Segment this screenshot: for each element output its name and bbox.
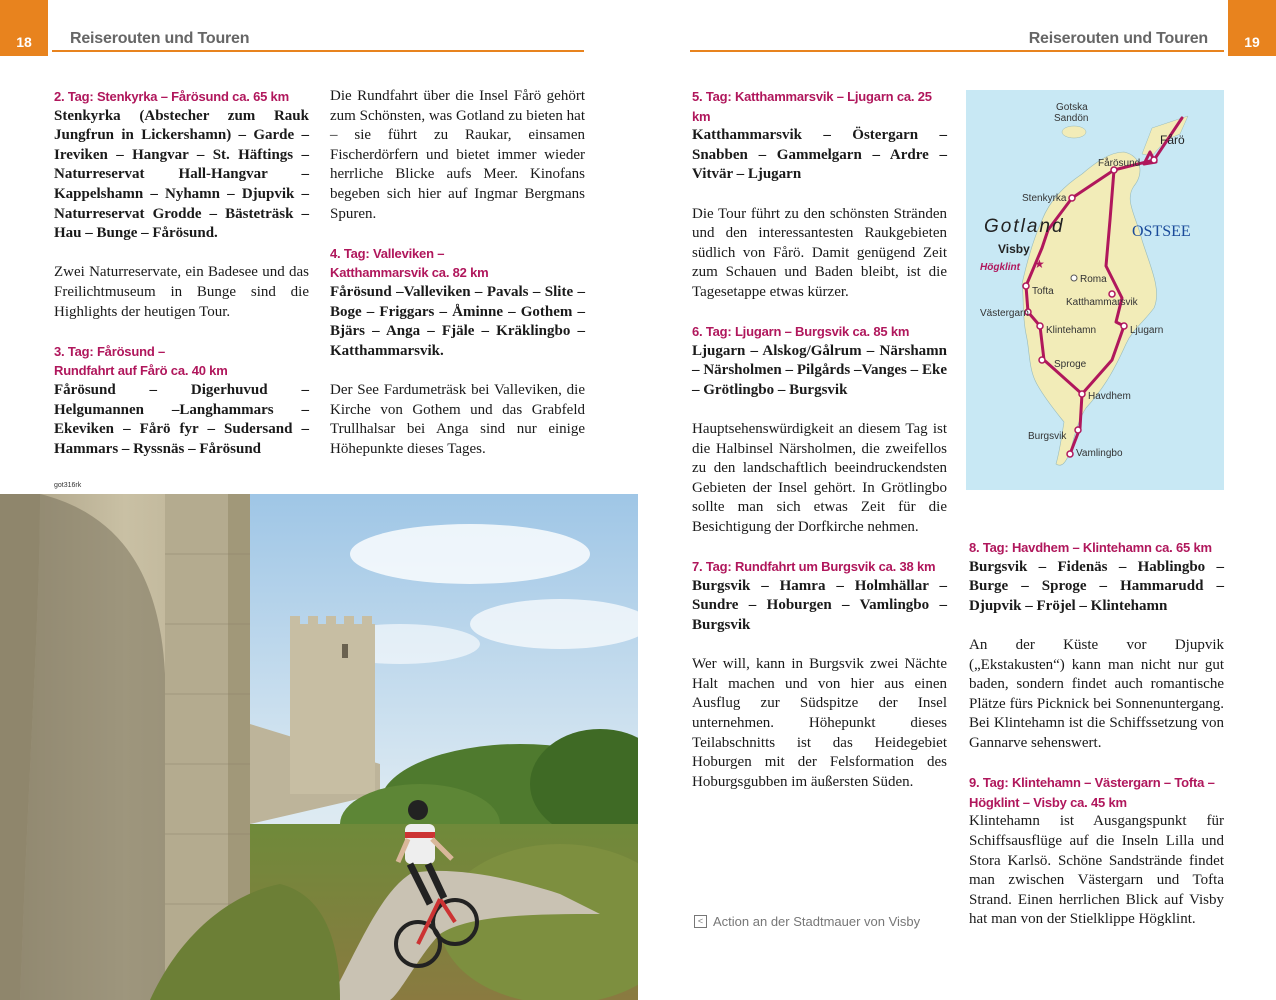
map-label-ostsee: OSTSEE <box>1132 223 1191 240</box>
day4-heading-line1: 4. Tag: Valleviken – <box>330 245 445 261</box>
left-page-column-1 <box>54 87 309 459</box>
day8-text: An der Küste vor Djupvik („Ekstakusten“) kann man nicht nur gut baden, sondern findet auch romantische Plätze fürs Picknick bei Sonnenuntergang. Bei Klintehamn ist die Schiffssetzung von Gannarve sehenswert. <box>969 636 1224 751</box>
day8-heading: 8. Tag: Havdhem – Klintehamn ca. 65 km <box>969 540 1212 555</box>
faro-intro-text: Die Rundfahrt über die Insel Fårö gehört zum Schönsten, was Gotland zu bieten hat – sie führt zu Raukar, einsamen Fischerdörfern und bietet immer wieder herrliche Blicke aufs Meer. Kinofans begeben sich hier auf Ingmar Bergmans Spuren. <box>330 88 585 222</box>
day8-section <box>969 538 1224 616</box>
day9-heading-line1: 9. Tag: Klintehamn – Västergarn – Tofta – <box>969 775 1215 791</box>
day6-heading: 6. Tag: Ljugarn – Burgsvik ca. 85 km <box>692 324 910 340</box>
day5-route: Katthammarsvik – Östergarn – Snabben – Gammelgarn – Ardre – Vitvär – Ljugarn <box>692 127 947 183</box>
map-label-hogklint: Högklint <box>980 262 1020 273</box>
gotska-sandon-island <box>1062 126 1086 138</box>
day3-section <box>54 342 309 460</box>
day9-section <box>969 773 1224 930</box>
map-label-farosund: Fårösund <box>1098 158 1141 169</box>
hogklint-star-icon: ★ <box>1034 257 1045 271</box>
day7-section <box>692 557 947 635</box>
day3-route: Fårösund – Digerhuvud – Helgumannen –Langhammars – Ekeviken – Fårö fyr – Sudersand – Hammars – Ryssnäs – Fårösund <box>54 381 309 457</box>
map-label-havdhem: Havdhem <box>1088 391 1131 402</box>
day7-text: Wer will, kann in Burgsvik zwei Nächte Halt machen und von hier aus einen Ausflug zur Südspitze der Insel unternehmen. Höhepunkt dieses Teilabschnitts ist das Heidegebiet Hoburgen mit der Felsformation des Hoburgsgubben im äußersten Süden. <box>692 656 947 790</box>
day4-heading-line2: Katthammarsvik ca. 82 km <box>330 265 489 281</box>
cyclist-city-wall-photo <box>0 494 638 1000</box>
map-label-klintehamn: Klintehamn <box>1046 325 1097 336</box>
gotland-route-map <box>966 90 1224 490</box>
map-label-ljugarn: Ljugarn <box>1130 325 1164 336</box>
day2-text: Zwei Naturreservate, ein Badesee und das Freilichtmuseum in Bunge sind die Highlights der heutigen Tour. <box>54 264 309 320</box>
map-label-roma: Roma <box>1080 274 1107 285</box>
left-page-column-2 <box>330 87 585 459</box>
day4-text: Der See Fardumeträsk bei Valleviken, die Kirche von Gothem und das Grabfeld Trullhalsar bei Anga sind nur einige Höhepunkte dieses Tages. <box>330 381 585 457</box>
map-label-gotska-line2: Sandön <box>1054 113 1089 124</box>
map-label-vamlingbo: Vamlingbo <box>1076 448 1123 459</box>
day2-heading: 2. Tag: Stenkyrka – Fårösund ca. 65 km <box>54 89 289 104</box>
map-label-katthammarsvik: Katthammarsvik <box>1066 297 1138 308</box>
day5-section <box>692 87 947 185</box>
day6-route: Ljugarn – Alskog/Gålrum – Närshamn – Närsholmen – Pilgårds –Vanges – Eke – Grötlingbo – Burgsvik <box>692 342 947 398</box>
day5-text: Die Tour führt zu den schönsten Stränden und den interessantesten Raukgebieten südlich von Fårö. Damit genügend Zeit zum Schauen und Baden bleibt, ist die Tagesetappe etwas kürzer. <box>692 205 947 300</box>
day8-route: Burgsvik – Fidenäs – Hablingbo – Burge – Sproge – Hammarudd – Djupvik – Fröjel – Klintehamn <box>969 558 1224 614</box>
map-label-burgsvik: Burgsvik <box>1028 431 1067 442</box>
map-label-gotska-line1: Gotska <box>1056 102 1088 113</box>
day5-heading: 5. Tag: Katthammarsvik – Ljugarn ca. 25 km <box>692 89 932 124</box>
right-page-number: 19 <box>1228 0 1276 56</box>
right-page-column-2 <box>969 538 1224 930</box>
day2-route: Stenkyrka (Abstecher zum Rauk Jungfrun in Lickershamn) – Garde – Ireviken – Hangvar – St. Häftings – Naturreservat Hall-Hangvar – Kappelshamn – Nyhamn – Djupvik – Naturreservat Grodde – Bästeträsk – Hau – Bunge – Fårösund. <box>54 107 309 242</box>
day9-text: Klintehamn ist Ausgangspunkt für Schiffsausflüge auf die Inseln Lilla und Stora Karlsö. Schöne Sandstrände findet man zwischen Västergarn und Tofta Strand. Einen herrlichen Blick auf Visby hat man von der Stielklippe Högklint. <box>969 813 1224 928</box>
map-label-vastergarn: Västergarn <box>980 308 1029 319</box>
left-page-number: 18 <box>0 0 48 56</box>
day2-section <box>54 87 309 244</box>
day3-heading-line1: 3. Tag: Fårösund – <box>54 343 166 359</box>
right-page-column-1 <box>692 87 947 792</box>
photo-caption <box>694 914 920 929</box>
photo-credit: got316rk <box>54 482 82 489</box>
map-label-visby: Visby <box>998 242 1030 256</box>
map-label-faro: Fårö <box>1160 133 1185 147</box>
map-label-tofta: Tofta <box>1032 286 1054 297</box>
day4-section <box>330 244 585 362</box>
caption-arrow-icon: < <box>694 915 707 928</box>
map-label-stenkyrka: Stenkyrka <box>1022 193 1067 204</box>
right-header-rule <box>690 50 1224 52</box>
right-running-title: Reiserouten und Touren <box>1028 30 1208 47</box>
day4-route: Fårösund –Valleviken – Pavals – Slite – Boge – Friggars – Åminne – Gothem – Bjärs – Anga – Fjäle – Kräklingbo – Katthammarsvik. <box>330 283 585 359</box>
day7-heading: 7. Tag: Rundfahrt um Burgsvik ca. 38 km <box>692 559 936 575</box>
day9-heading-line2: Högklint – Visby ca. 45 km <box>969 794 1127 810</box>
photo-caption-text: Action an der Stadtmauer von Visby <box>713 914 921 929</box>
day6-text: Hauptsehenswürdigkeit an diesem Tag ist die Halbinsel Närsholmen, die zweifellos zu den landschaftlich beeindruckendsten Gebieten der Insel gehört. In Grötlingbo sollte man sich etwas Zeit für die Besichtigung der Dorfkirche nehmen. <box>692 421 947 536</box>
day3-heading-line2: Rundfahrt auf Fårö ca. 40 km <box>54 363 228 379</box>
left-running-title: Reiserouten und Touren <box>70 30 250 47</box>
day7-route: Burgsvik – Hamra – Holmhällar – Sundre – Hoburgen – Vamlingbo – Burgsvik <box>692 577 947 634</box>
day6-section <box>692 322 947 400</box>
left-header-rule <box>52 50 584 52</box>
map-label-gotland: Gotland <box>984 216 1065 237</box>
map-label-sproge: Sproge <box>1054 359 1087 370</box>
